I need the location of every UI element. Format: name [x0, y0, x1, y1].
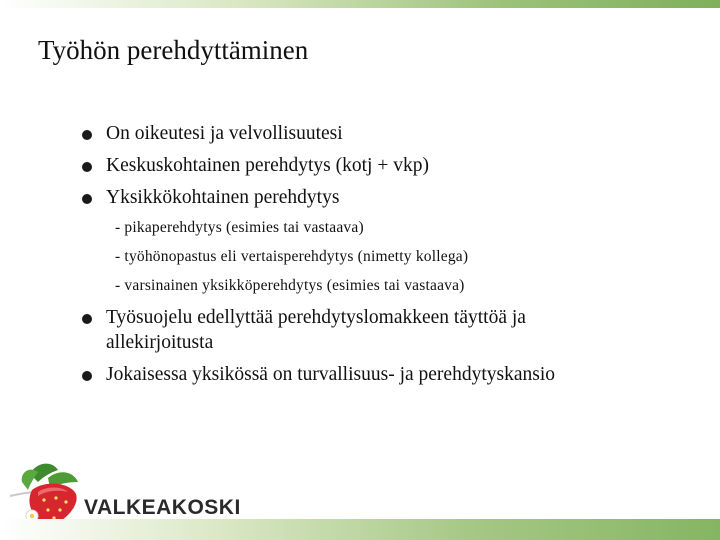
bullet-text: Jokaisessa yksikössä on turvallisuus- ja perehdytyskansio	[106, 364, 555, 385]
bottom-accent-bar	[0, 519, 720, 540]
bullet-dot-icon	[82, 371, 92, 381]
bullet-dot-icon	[82, 194, 92, 204]
sub-item: - varsinainen yksikköperehdytys (esimies tai vastaava)	[115, 277, 465, 294]
slide-title: Työhön perehdyttäminen	[38, 35, 309, 65]
bullet-dot-icon	[82, 162, 92, 172]
bullet-dot-icon	[82, 130, 92, 140]
bullet-text: Työsuojelu edellyttää perehdytyslomakkeen täyttöä ja	[106, 307, 526, 328]
bullet-dot-icon	[82, 314, 92, 324]
bullet-text: On oikeutesi ja velvollisuutesi	[106, 123, 343, 144]
sub-item: - työhönopastus eli vertaisperehdytys (nimetty kollega)	[115, 248, 469, 265]
bullet-text: Yksikkökohtainen perehdytys	[106, 187, 340, 208]
bullet-text: Keskuskohtainen perehdytys (kotj + vkp)	[106, 155, 429, 176]
bullet-text: allekirjoitusta	[106, 332, 214, 353]
sub-item: - pikaperehdytys (esimies tai vastaava)	[115, 219, 364, 236]
logo-text: VALKEAKOSKI	[84, 496, 241, 519]
